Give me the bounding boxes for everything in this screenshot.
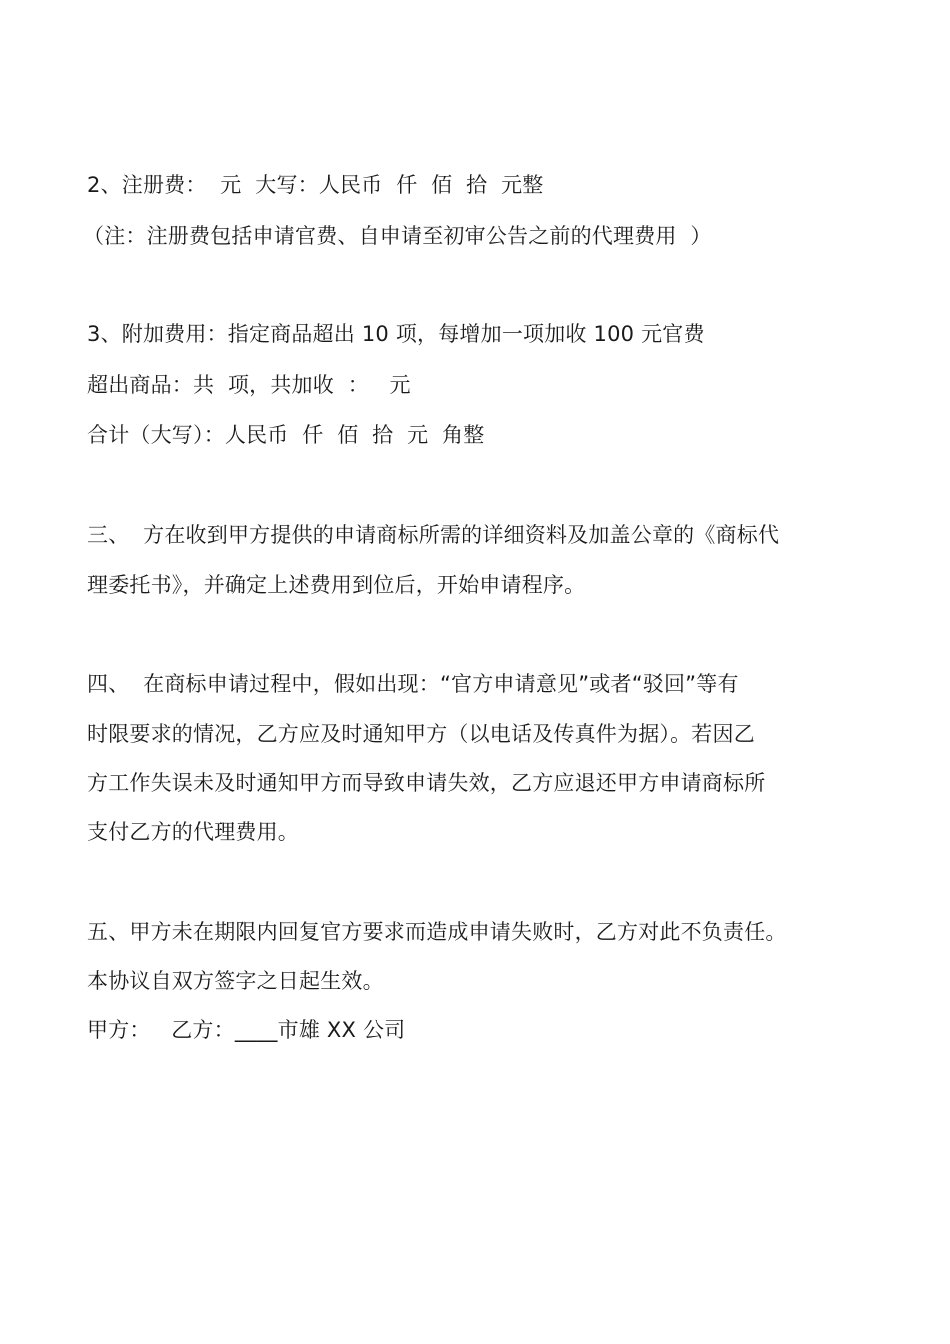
registration-fee-note: （注：注册费包括申请官费、自申请至初审公告之前的代理费用 ） [83,224,712,248]
clause-four-line-4: 支付乙方的代理费用。 [87,820,299,844]
clause-four-line-2: 时限要求的情况，乙方应及时通知甲方（以电话及传真件为据）。若因乙 [87,722,755,746]
signature-line: 甲方： 乙方：____市雄 XX 公司 [87,1018,406,1042]
clause-four-line-3: 方工作失误未及时通知甲方而导致申请失效，乙方应退还甲方申请商标所 [87,771,766,795]
clause-four-line-1: 四、 在商标申请过程中，假如出现：“官方申请意见”或者“驳回”等有 [87,672,739,696]
total-line: 合计（大写）：人民币 仟 佰 拾 元 角整 [87,423,485,447]
clause-five-line-2: 本协议自双方签字之日起生效。 [87,969,384,993]
clause-three-line-1: 三、 方在收到甲方提供的申请商标所需的详细资料及加盖公章的《商标代 [87,523,780,547]
registration-fee-line: 2、注册费： 元 大写：人民币 仟 佰 拾 元整 [87,173,544,197]
clause-three-line-2: 理委托书》，并确定上述费用到位后，开始申请程序。 [87,573,586,597]
extra-goods-line: 超出商品：共 项，共加收 ： 元 [87,373,411,397]
clause-five-line-1: 五、甲方未在期限内回复官方要求而造成申请失败时，乙方对此不负责任。 [87,920,787,944]
additional-fee-line: 3、附加费用：指定商品超出 10 项，每增加一项加收 100 元官费 [87,322,705,346]
